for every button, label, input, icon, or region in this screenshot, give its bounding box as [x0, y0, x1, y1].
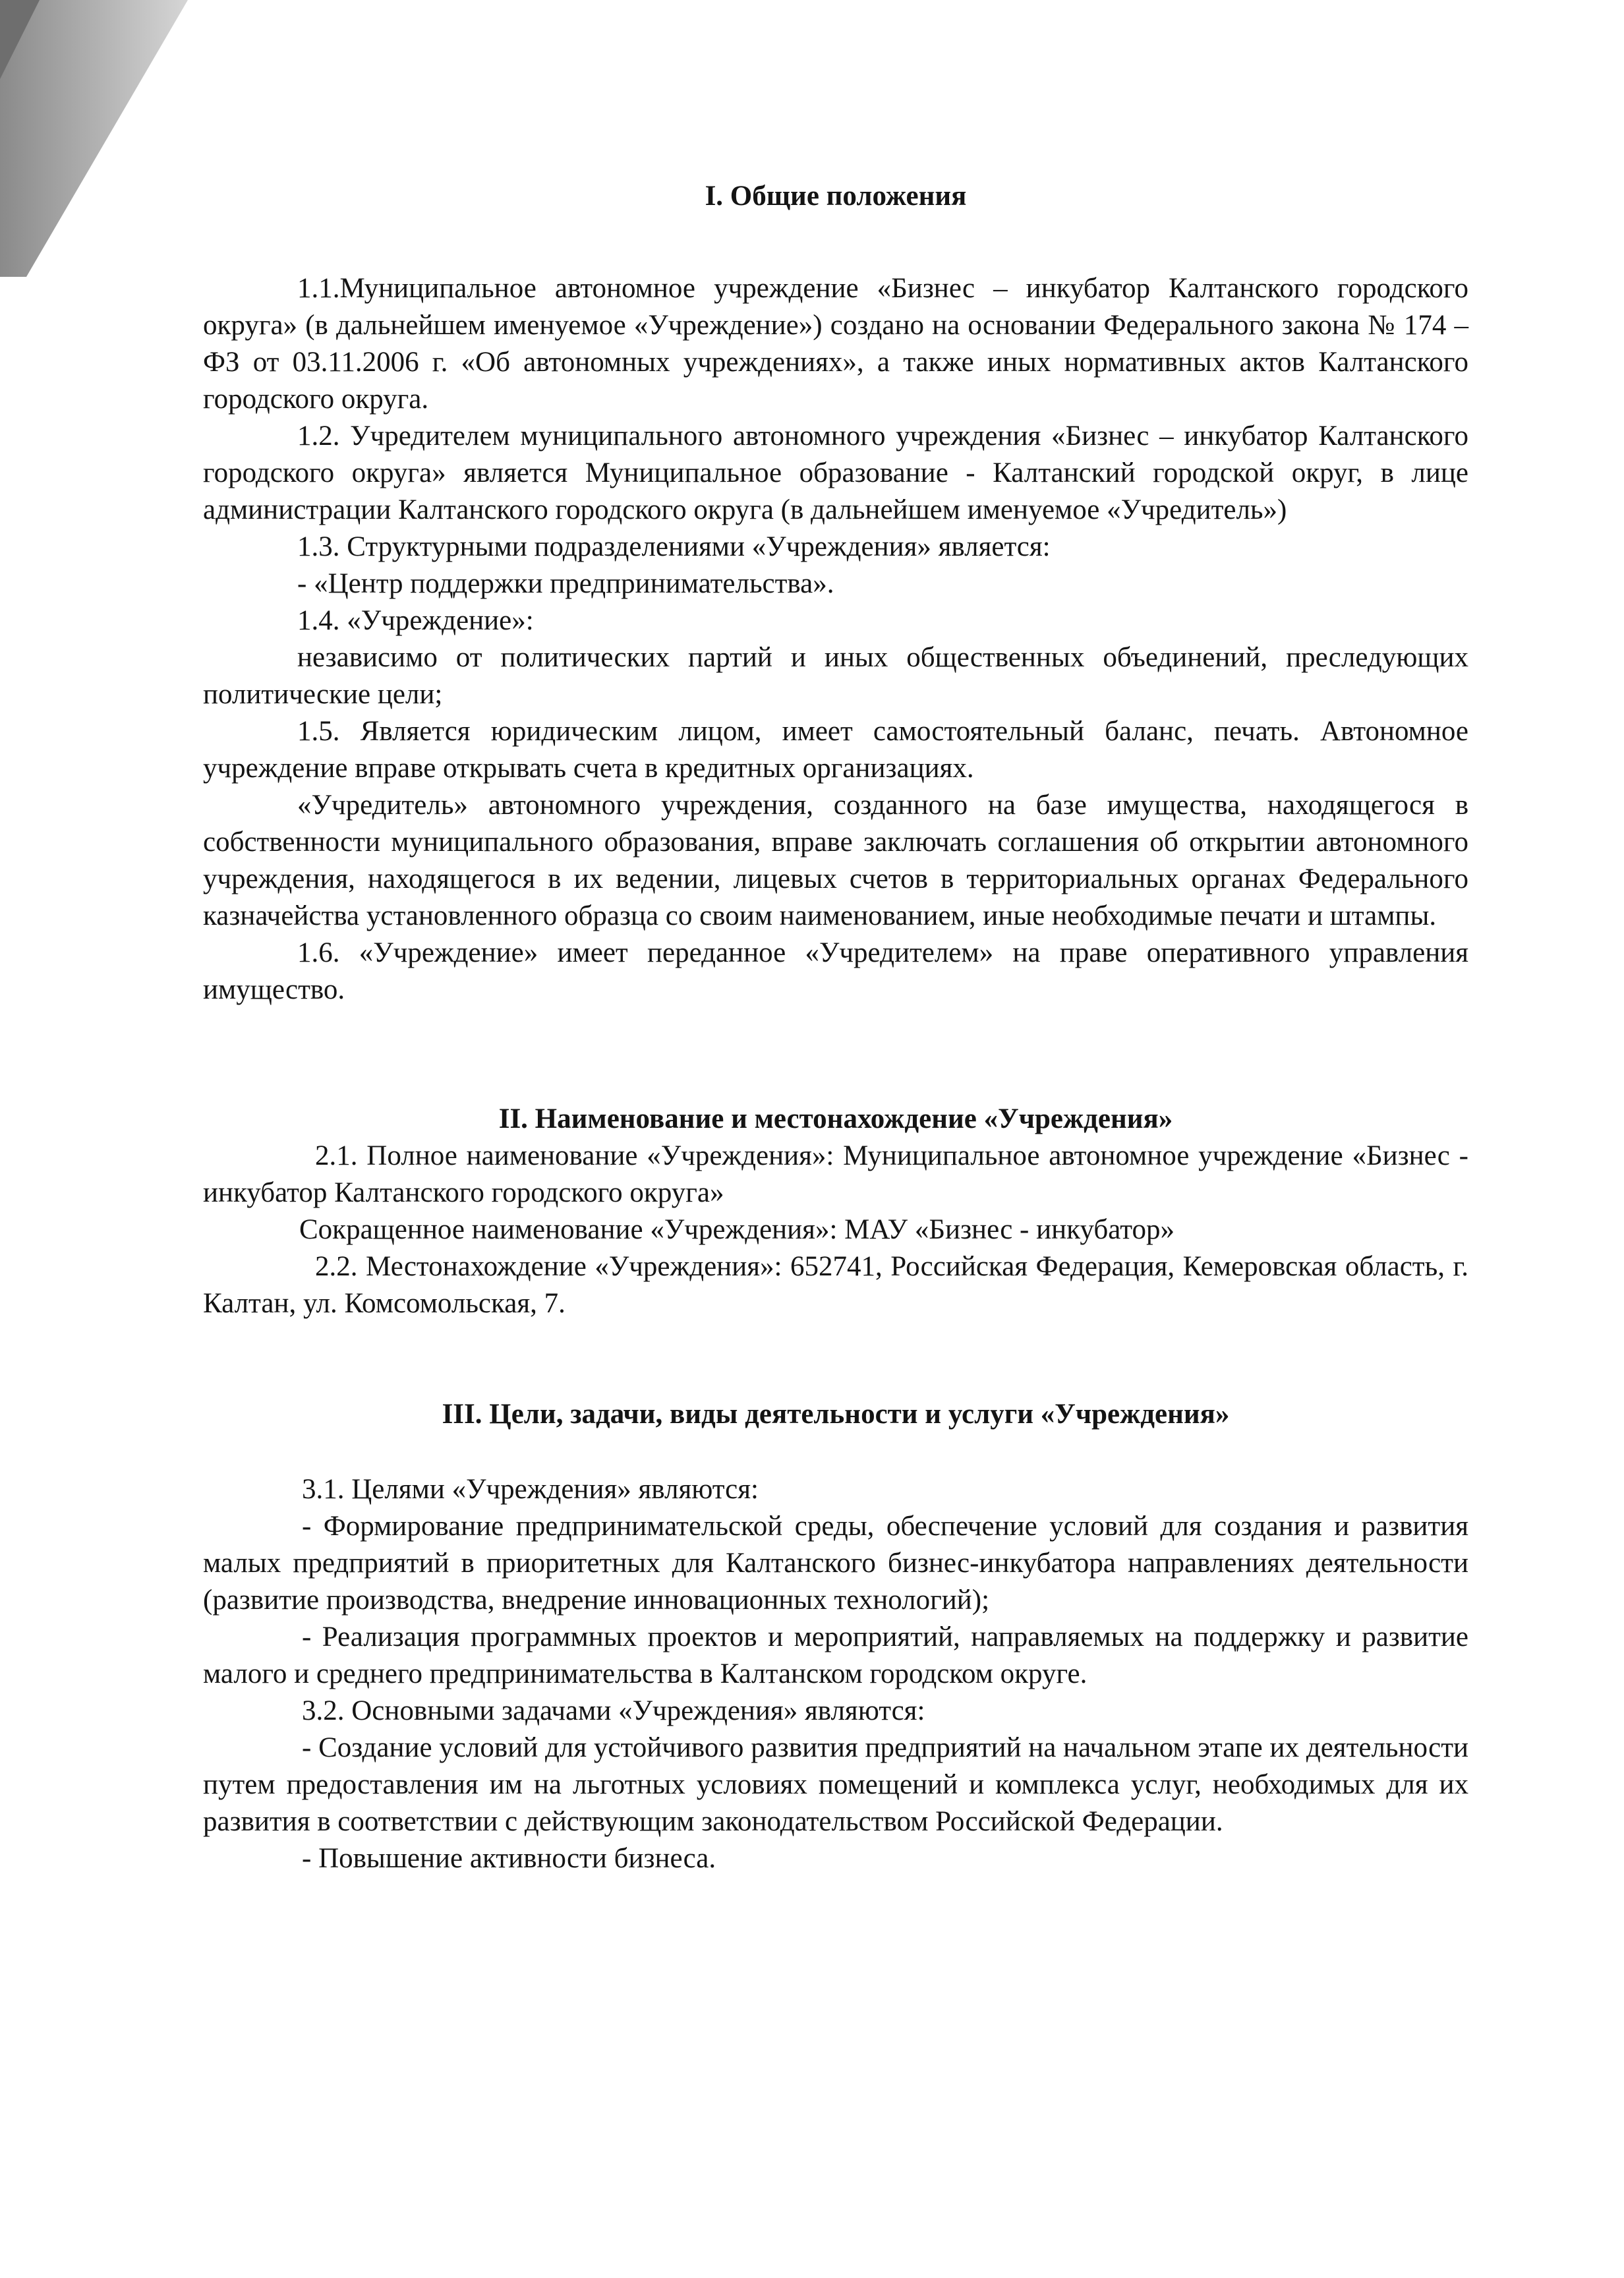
paragraph-3-1-item-2: - Реализация программных проектов и мероприятий, направляемых на поддержку и развитие малого и среднего предпринимательства в Калтанском городском округе. — [203, 1621, 1468, 1689]
paragraph-2-1-short-name: Сокращенное наименование «Учреждения»: МАУ «Бизнес - инкубатор» — [299, 1214, 1174, 1245]
paragraph-1-5-founder: «Учредитель» автономного учреждения, созданного на базе имущества, находящегося в собственности муниципального образования, вправе заключать соглашения об открытии автономного учреждения, находящегося в их ведении, лицевых счетов в территориальных органах Федерального казначейства установленного образца со своим наименованием, иные необходимые печати и штампы. — [203, 790, 1468, 931]
paragraph-1-3: 1.3. Структурными подразделениями «Учреждения» является: — [297, 531, 1051, 562]
paragraph-1-4: 1.4. «Учреждение»: — [297, 605, 534, 636]
section-3-heading: III. Цели, задачи, виды деятельности и услуги «Учреждения» — [442, 1399, 1230, 1430]
paragraph-3-2: 3.2. Основными задачами «Учреждения» являются: — [302, 1695, 925, 1726]
paragraph-3-1: 3.1. Целями «Учреждения» являются: — [302, 1474, 759, 1505]
paragraph-2-1: 2.1. Полное наименование «Учреждения»: Муниципальное автономное учреждение «Бизнес - инкубатор Калтанского городского округа» — [203, 1140, 1468, 1208]
paragraph-1-1: 1.1.Муниципальное автономное учреждение «Бизнес – инкубатор Калтанского городского округа» (в дальнейшем именуемое «Учреждение») создано на основании Федерального закона № 174 – ФЗ от 03.11.2006 г. «Об автономных учреждениях», а также иных нормативных актов Калтанского городского округа. — [203, 273, 1468, 415]
document-page — [203, 178, 1468, 1877]
paragraph-1-6: 1.6. «Учреждение» имеет переданное «Учредителем» на праве оперативного управления имущество. — [203, 937, 1468, 1005]
paragraph-2-2: 2.2. Местонахождение «Учреждения»: 652741, Российская Федерация, Кемеровская область, г. Калтан, ул. Комсомольская, 7. — [203, 1251, 1468, 1319]
section-2-heading: II. Наименование и местонахождение «Учреждения» — [498, 1103, 1173, 1134]
paragraph-1-2: 1.2. Учредителем муниципального автономного учреждения «Бизнес – инкубатор Калтанского городского округа» является Муниципальное образование - Калтанский городской округ, в лице администрации Калтанского городского округа (в дальнейшем именуемое «Учредитель») — [203, 421, 1468, 525]
scan-edge-shadow — [0, 0, 198, 277]
paragraph-1-5: 1.5. Является юридическим лицом, имеет самостоятельный баланс, печать. Автономное учреждение вправе открывать счета в кредитных организациях. — [203, 716, 1468, 784]
section-1-heading: I. Общие положения — [705, 181, 967, 212]
paragraph-3-2-item-1: - Создание условий для устойчивого развития предприятий на начальном этапе их деятельности путем предоставления им на льготных условиях помещений и комплекса услуг, необходимых для их развития в соответствии с действующим законодательством Российской Федерации. — [203, 1732, 1468, 1837]
paragraph-3-1-item-1: - Формирование предпринимательской среды, обеспечение условий для создания и развития малых предприятий в приоритетных для Калтанского бизнес-инкубатора направлениях деятельности (развитие производства, внедрение инновационных технологий); — [203, 1511, 1468, 1616]
paragraph-1-3-item: - «Центр поддержки предпринимательства». — [297, 568, 834, 599]
paragraph-1-4-item: независимо от политических партий и иных общественных объединений, преследующих политические цели; — [203, 642, 1468, 710]
paragraph-3-2-item-2: - Повышение активности бизнеса. — [302, 1843, 716, 1874]
